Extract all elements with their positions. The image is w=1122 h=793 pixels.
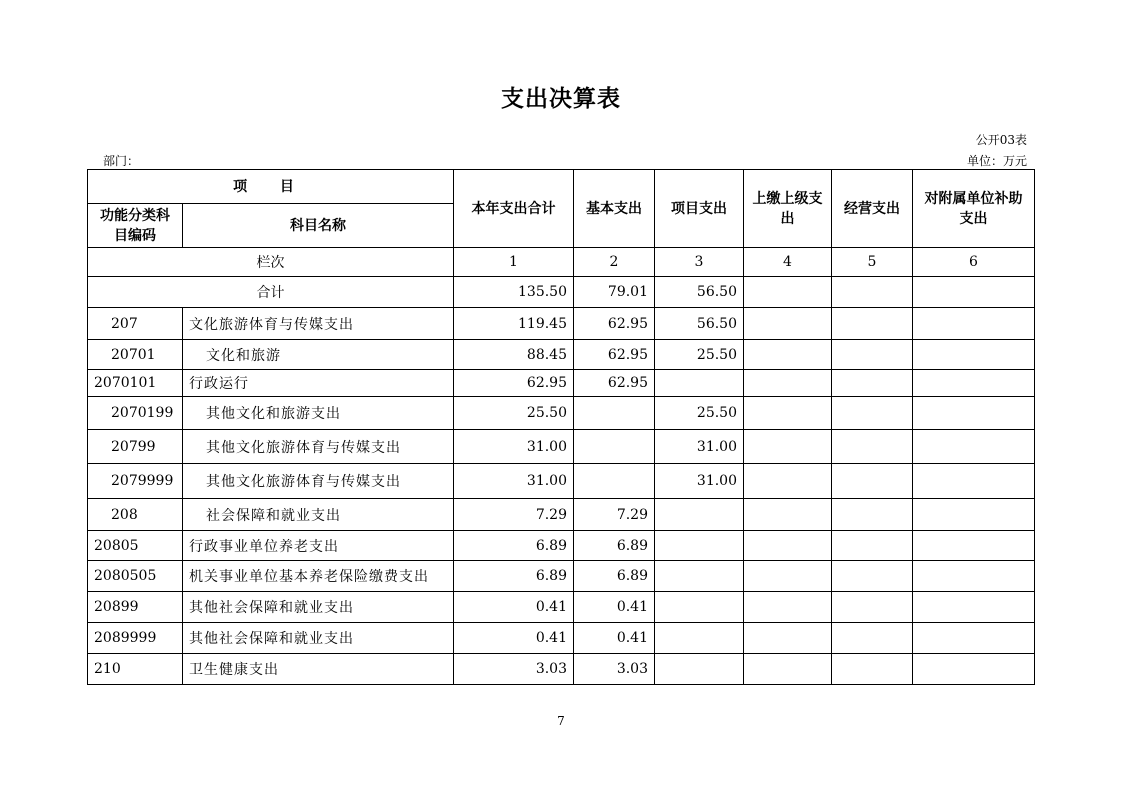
row-value <box>832 397 913 430</box>
row-code: 2070199 <box>88 397 183 430</box>
total-row <box>88 277 1035 308</box>
row-name: 其他文化旅游体育与传媒支出 <box>183 464 454 499</box>
row-value: 6.89 <box>454 561 574 592</box>
row-value: 31.00 <box>454 430 574 464</box>
row-value <box>832 654 913 685</box>
table-row <box>88 370 1035 397</box>
column-index-number: 3 <box>655 248 744 277</box>
row-code: 2070101 <box>88 370 183 397</box>
row-value <box>913 623 1035 654</box>
header-project-expenditure: 项目支出 <box>655 170 744 248</box>
row-name: 行政事业单位养老支出 <box>183 531 454 561</box>
row-value <box>832 370 913 397</box>
row-name: 机关事业单位基本养老保险缴费支出 <box>183 561 454 592</box>
column-index-number: 4 <box>744 248 832 277</box>
row-name: 其他社会保障和就业支出 <box>183 592 454 623</box>
total-value: 56.50 <box>655 277 744 308</box>
row-value: 6.89 <box>454 531 574 561</box>
row-value: 31.00 <box>454 464 574 499</box>
row-code: 210 <box>88 654 183 685</box>
row-value <box>744 340 832 370</box>
row-name: 其他文化旅游体育与传媒支出 <box>183 430 454 464</box>
header-basic-expenditure: 基本支出 <box>574 170 655 248</box>
row-value <box>744 397 832 430</box>
row-code: 2079999 <box>88 464 183 499</box>
header-item: 项 目 <box>88 170 454 204</box>
row-value: 62.95 <box>574 340 655 370</box>
row-value <box>913 397 1035 430</box>
row-value: 25.50 <box>454 397 574 430</box>
total-label: 合计 <box>88 277 454 308</box>
table-row <box>88 531 1035 561</box>
row-value: 88.45 <box>454 340 574 370</box>
row-value: 7.29 <box>574 499 655 531</box>
row-value <box>744 592 832 623</box>
row-name: 行政运行 <box>183 370 454 397</box>
row-value: 31.00 <box>655 430 744 464</box>
row-value <box>574 464 655 499</box>
row-value <box>744 623 832 654</box>
row-value <box>744 654 832 685</box>
row-value: 7.29 <box>454 499 574 531</box>
row-value <box>913 561 1035 592</box>
row-name: 其他文化和旅游支出 <box>183 397 454 430</box>
row-value <box>832 623 913 654</box>
row-value: 119.45 <box>454 308 574 340</box>
row-value <box>655 654 744 685</box>
row-code: 208 <box>88 499 183 531</box>
row-name: 文化和旅游 <box>183 340 454 370</box>
row-value: 6.89 <box>574 531 655 561</box>
row-value: 3.03 <box>454 654 574 685</box>
column-index-number: 1 <box>454 248 574 277</box>
row-value <box>744 430 832 464</box>
row-value <box>913 370 1035 397</box>
row-value <box>744 561 832 592</box>
row-value: 25.50 <box>655 340 744 370</box>
row-code: 20799 <box>88 430 183 464</box>
row-name: 其他社会保障和就业支出 <box>183 623 454 654</box>
total-value <box>913 277 1035 308</box>
row-value <box>913 430 1035 464</box>
row-value <box>913 654 1035 685</box>
table-row <box>88 623 1035 654</box>
row-value <box>655 370 744 397</box>
department-label: 部门： <box>103 154 140 168</box>
row-value: 31.00 <box>655 464 744 499</box>
row-value <box>832 308 913 340</box>
table-row <box>88 430 1035 464</box>
row-value <box>832 464 913 499</box>
column-index-label: 栏次 <box>88 248 454 277</box>
row-value <box>744 370 832 397</box>
column-index-number: 2 <box>574 248 655 277</box>
row-value <box>913 308 1035 340</box>
row-code: 207 <box>88 308 183 340</box>
row-value <box>832 561 913 592</box>
row-value <box>832 340 913 370</box>
page-number: 7 <box>557 714 565 728</box>
table-row <box>88 397 1035 430</box>
row-value <box>574 397 655 430</box>
row-name: 卫生健康支出 <box>183 654 454 685</box>
table-row <box>88 592 1035 623</box>
row-value <box>655 531 744 561</box>
expenditure-table <box>87 169 1035 685</box>
table-row <box>88 561 1035 592</box>
page-title: 支出决算表 <box>501 86 621 112</box>
table-row <box>88 308 1035 340</box>
row-name: 文化旅游体育与传媒支出 <box>183 308 454 340</box>
row-value <box>744 531 832 561</box>
header-name: 科目名称 <box>183 204 454 248</box>
row-value <box>655 499 744 531</box>
row-value <box>744 308 832 340</box>
row-value <box>574 430 655 464</box>
row-value: 25.50 <box>655 397 744 430</box>
row-name: 社会保障和就业支出 <box>183 499 454 531</box>
row-value: 0.41 <box>454 592 574 623</box>
row-value <box>655 592 744 623</box>
total-value <box>744 277 832 308</box>
column-index-number: 6 <box>913 248 1035 277</box>
row-code: 2080505 <box>88 561 183 592</box>
row-value: 62.95 <box>574 370 655 397</box>
row-value <box>913 531 1035 561</box>
header-operating-expenditure: 经营支出 <box>832 170 913 248</box>
header-total-expenditure: 本年支出合计 <box>454 170 574 248</box>
row-value <box>832 499 913 531</box>
row-value: 62.95 <box>454 370 574 397</box>
row-value <box>655 561 744 592</box>
row-value <box>744 464 832 499</box>
row-value <box>832 430 913 464</box>
total-value: 79.01 <box>574 277 655 308</box>
row-value: 0.41 <box>574 623 655 654</box>
column-index-row <box>88 248 1035 277</box>
row-value: 56.50 <box>655 308 744 340</box>
row-value: 3.03 <box>574 654 655 685</box>
header-remit-superior: 上缴上级支出 <box>744 170 832 248</box>
row-code: 20805 <box>88 531 183 561</box>
column-index-number: 5 <box>832 248 913 277</box>
table-row <box>88 340 1035 370</box>
row-value <box>744 499 832 531</box>
row-value: 0.41 <box>574 592 655 623</box>
form-code: 公开03表 <box>975 133 1027 147</box>
row-value: 6.89 <box>574 561 655 592</box>
table-row <box>88 499 1035 531</box>
row-value: 0.41 <box>454 623 574 654</box>
header-code: 功能分类科目编码 <box>88 204 183 248</box>
row-code: 2089999 <box>88 623 183 654</box>
row-value <box>832 531 913 561</box>
unit-label: 单位：万元 <box>966 154 1027 168</box>
total-value <box>832 277 913 308</box>
total-value: 135.50 <box>454 277 574 308</box>
row-value <box>832 592 913 623</box>
row-code: 20701 <box>88 340 183 370</box>
row-value <box>913 499 1035 531</box>
row-value <box>913 592 1035 623</box>
row-value <box>913 464 1035 499</box>
table-row <box>88 464 1035 499</box>
header-subsidy-affiliates: 对附属单位补助支出 <box>913 170 1035 248</box>
row-value <box>655 623 744 654</box>
row-value: 62.95 <box>574 308 655 340</box>
table-row <box>88 654 1035 685</box>
row-code: 20899 <box>88 592 183 623</box>
row-value <box>913 340 1035 370</box>
